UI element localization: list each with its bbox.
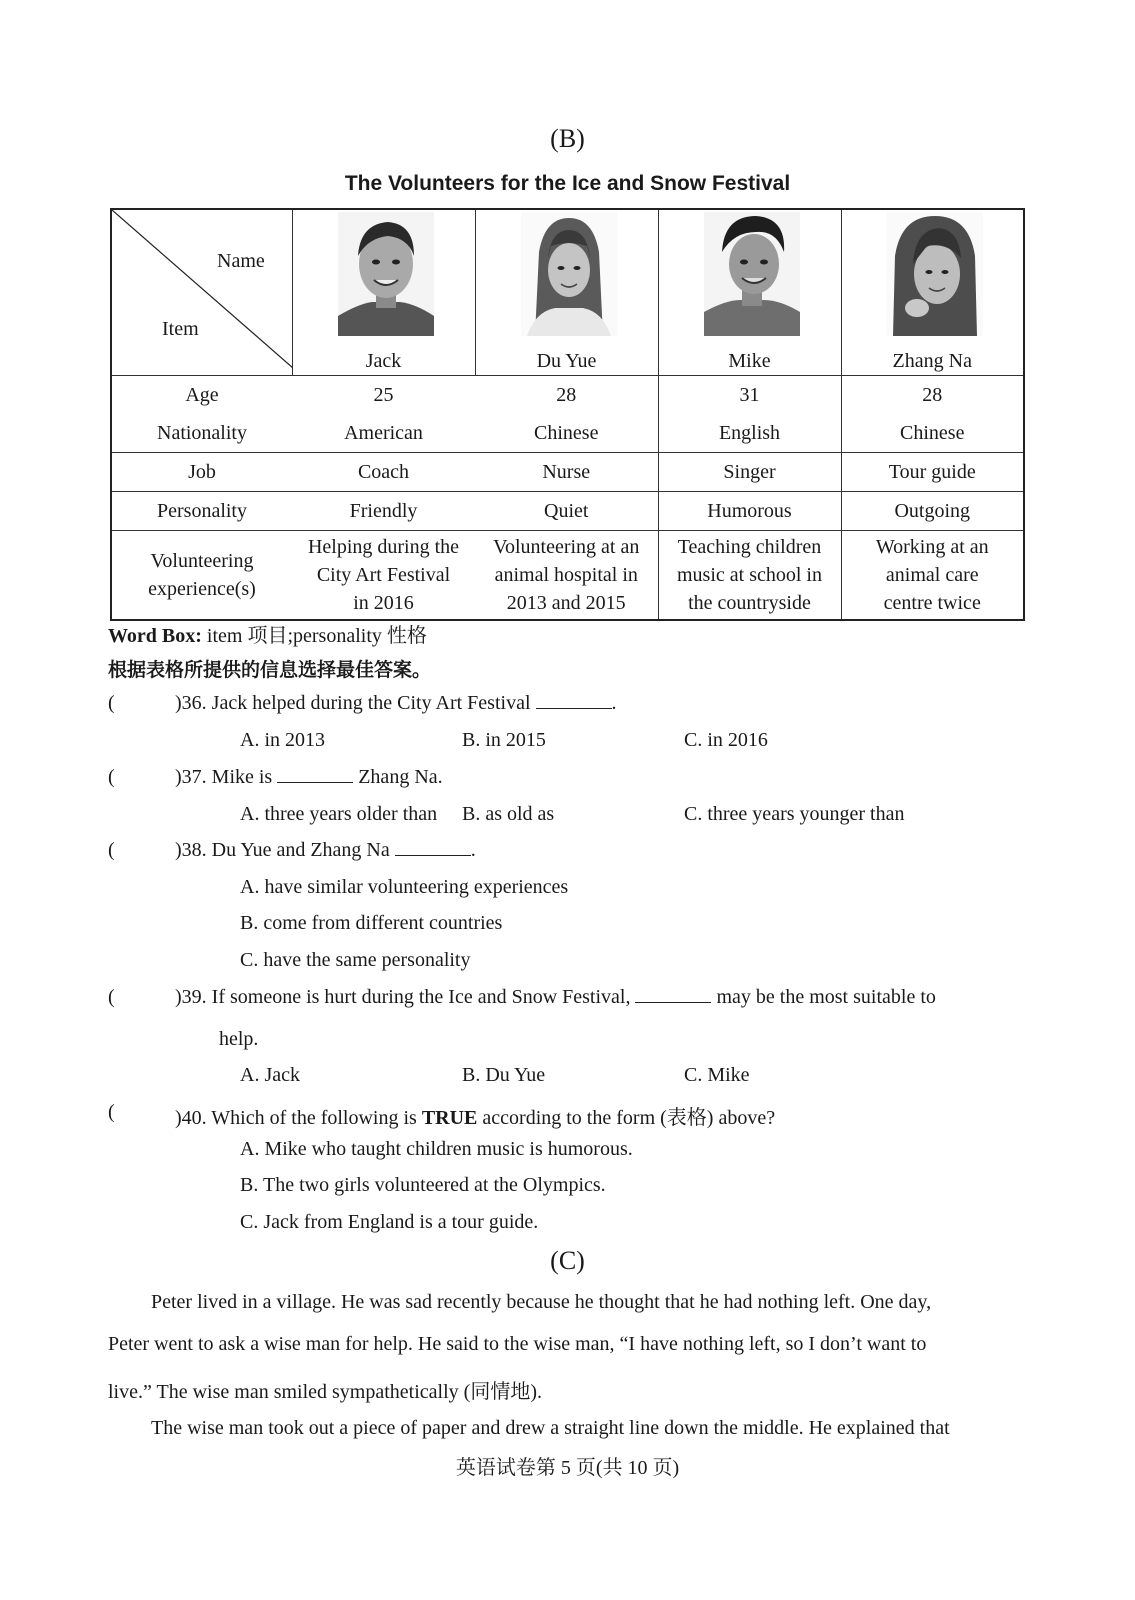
person-name: Jack	[365, 350, 402, 372]
cell-age: 31	[658, 376, 841, 415]
table-title: The Volunteers for the Ice and Snow Festival	[344, 172, 791, 195]
exp-line: Helping during the	[307, 536, 460, 558]
q39-stem-end: may be the most suitable to	[711, 986, 936, 1008]
instruction: 根据表格所提供的信息选择最佳答案。	[108, 659, 432, 681]
q39-option-c: C. Mike	[684, 1064, 750, 1086]
exp-line: 2013 and 2015	[506, 592, 626, 614]
cell-personality: Humorous	[658, 492, 841, 531]
cell-personality: Quiet	[475, 492, 658, 531]
cell-job: Nurse	[475, 453, 658, 492]
cell-job: Singer	[658, 453, 841, 492]
cell-nationality: American	[292, 414, 475, 453]
cell-experience	[292, 531, 475, 621]
exp-line: in 2016	[353, 592, 414, 614]
exp-line: animal care	[885, 564, 979, 586]
cell-personality: Outgoing	[841, 492, 1024, 531]
header-name-label: Name	[217, 250, 265, 272]
q40-stem	[175, 1101, 775, 1130]
person-jack-cell	[292, 209, 475, 376]
diagonal-line	[112, 210, 293, 375]
section-b-label: (B)	[550, 124, 585, 153]
row-personality	[111, 492, 1024, 531]
answer-paren: (	[108, 1101, 115, 1123]
diagonal-header-cell	[111, 209, 292, 376]
q37-stem-end: Zhang Na.	[353, 766, 443, 788]
row-label-job: Job	[111, 453, 292, 492]
q37-option-b: B. as old as	[462, 803, 555, 825]
q40-option-c: C. Jack from England is a tour guide.	[240, 1211, 539, 1233]
volunteers-table	[110, 208, 1025, 621]
passage-line: Peter went to ask a wise man for help. He said to the wise man, “I have nothing left, so I don’t want to	[108, 1333, 927, 1355]
cell-nationality: Chinese	[475, 414, 658, 453]
row-label-age: Age	[185, 383, 219, 406]
exp-label-line: experience(s)	[148, 578, 256, 600]
cell-age: 28	[556, 383, 577, 406]
exp-line: City Art Festival	[316, 564, 451, 586]
row-label-nationality: Nationality	[111, 414, 292, 453]
table-header-row	[111, 209, 1024, 376]
word-box-text: item 项目;personality 性格	[201, 625, 427, 647]
exp-line: centre twice	[883, 592, 981, 614]
q36-option-c: C. in 2016	[684, 729, 768, 751]
exp-line: the countryside	[688, 592, 811, 614]
cell-age: 25	[373, 383, 394, 406]
person-name: Du Yue	[536, 350, 597, 372]
q37-option-c: C. three years younger than	[684, 803, 905, 825]
person-name: Zhang Na	[892, 350, 972, 372]
answer-paren: (	[108, 986, 115, 1008]
q38-stem-text: )38. Du Yue and Zhang Na	[175, 839, 395, 861]
du-yue-photo	[521, 212, 617, 336]
exp-label-line: Volunteering	[150, 550, 254, 572]
q39-stem	[175, 986, 936, 1009]
q39-option-b: B. Du Yue	[462, 1064, 546, 1086]
row-nationality	[111, 414, 1024, 453]
cell-experience	[658, 531, 841, 621]
answer-paren: (	[108, 766, 115, 788]
word-box-label: Word Box:	[108, 625, 202, 647]
exp-line: Volunteering at an	[493, 536, 640, 558]
cell-job: Coach	[292, 453, 475, 492]
row-age	[111, 376, 1024, 415]
person-mike-cell	[658, 209, 841, 376]
mike-photo	[704, 212, 800, 336]
cell-experience	[475, 531, 658, 621]
q38-option-a: A. have similar volunteering experiences	[240, 876, 569, 898]
q40-stem-text: )40. Which of the following is	[175, 1107, 422, 1129]
page-footer: 英语试卷第 5 页(共 10 页)	[455, 1457, 680, 1479]
q37-option-a: A. three years older than	[240, 803, 438, 825]
word-box	[108, 619, 427, 648]
q37-stem	[175, 766, 443, 789]
exp-line: music at school in	[677, 564, 822, 586]
person-name: Mike	[728, 350, 771, 372]
passage-line: The wise man took out a piece of paper and drew a straight line down the middle. He explained that	[151, 1417, 950, 1439]
q39-stem-cont: help.	[219, 1028, 259, 1050]
person-zhangna-cell	[841, 209, 1024, 376]
cell-job: Tour guide	[841, 453, 1024, 492]
q40-stem-end: according to the form (表格) above?	[477, 1107, 776, 1129]
section-c-label: (C)	[550, 1246, 585, 1275]
passage-line: live.” The wise man smiled sympathetically (同情地).	[108, 1381, 542, 1403]
q40-stem-bold: TRUE	[421, 1107, 478, 1129]
q36-stem-text: )36. Jack helped during the City Art Festival	[175, 692, 536, 714]
answer-paren: (	[108, 692, 115, 714]
answer-paren: (	[108, 839, 115, 861]
q36-option-a: A. in 2013	[240, 729, 325, 751]
cell-nationality: English	[658, 414, 841, 453]
row-label-experience	[111, 531, 292, 621]
cell-age: 28	[841, 376, 1024, 415]
q38-option-b: B. come from different countries	[240, 912, 503, 934]
exp-line: animal hospital in	[494, 564, 638, 586]
exp-line: Working at an	[875, 536, 989, 558]
jack-photo	[338, 212, 434, 336]
q38-stem-end: .	[470, 839, 476, 861]
answer-blank	[536, 707, 612, 709]
answer-blank	[395, 854, 471, 856]
q39-stem-text: )39. If someone is hurt during the Ice and Snow Festival,	[175, 986, 636, 1008]
row-label-personality: Personality	[111, 492, 292, 531]
zhang-na-photo	[887, 212, 983, 336]
q39-option-a: A. Jack	[240, 1064, 300, 1086]
answer-blank	[277, 781, 353, 783]
passage-line: Peter lived in a village. He was sad recently because he thought that he had nothing left. One day,	[151, 1291, 932, 1313]
q36-option-b: B. in 2015	[462, 729, 546, 751]
exp-line: Teaching children	[677, 536, 822, 558]
q40-option-a: A. Mike who taught children music is humorous.	[240, 1138, 633, 1160]
q38-option-c: C. have the same personality	[240, 949, 471, 971]
cell-personality: Friendly	[292, 492, 475, 531]
row-experience	[111, 531, 1024, 621]
q37-stem-text: )37. Mike is	[175, 766, 278, 788]
header-item-label: Item	[162, 318, 199, 340]
q40-option-b: B. The two girls volunteered at the Olympics.	[240, 1174, 606, 1196]
q38-stem	[175, 839, 476, 862]
q36-stem-end: .	[611, 692, 617, 714]
cell-experience	[841, 531, 1024, 621]
cell-nationality: Chinese	[841, 414, 1024, 453]
answer-blank	[635, 1001, 711, 1003]
person-duyue-cell	[475, 209, 658, 376]
q36-stem	[175, 692, 617, 715]
row-job	[111, 453, 1024, 492]
